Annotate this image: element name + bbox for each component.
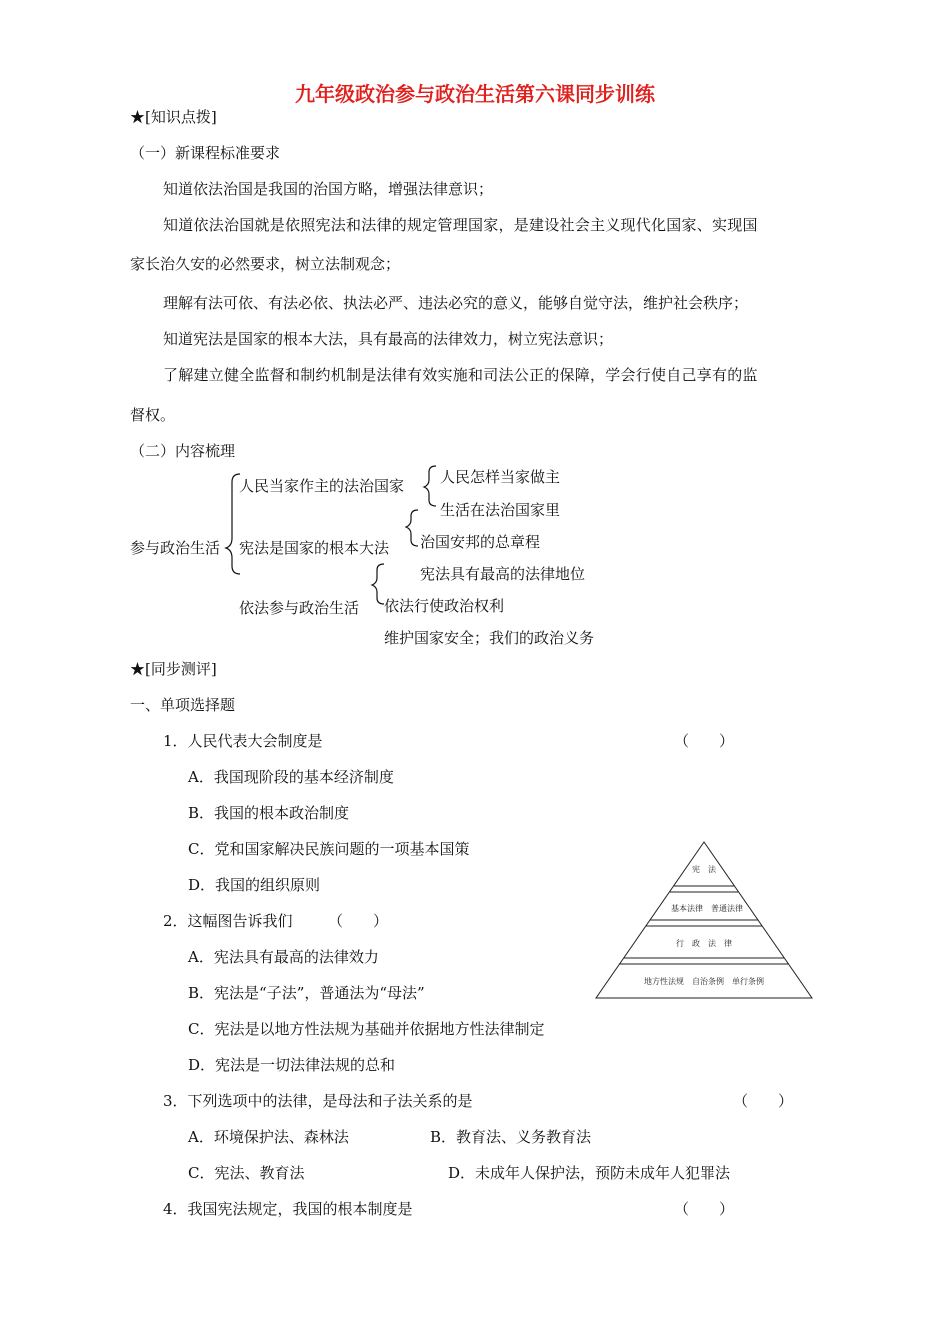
paragraph-line: 督权。 — [130, 406, 176, 424]
question-stem: 1．人民代表大会制度是 — [163, 732, 323, 750]
outline-branch: 宪法是国家的根本大法 — [239, 539, 390, 557]
option: A．宪法具有最高的法律效力 — [188, 948, 379, 966]
pyramid-level: 行 政 法 律 — [676, 939, 732, 948]
subsection-outline: （二）内容梳理 — [130, 442, 236, 460]
option: A．环境保护法、森林法 — [188, 1128, 349, 1146]
answer-blank: （ ） — [733, 1092, 794, 1110]
outline-leaf: 维护国家安全；我们的政治义务 — [384, 629, 595, 647]
outline-root: 参与政治生活 — [130, 539, 221, 557]
outline-leaf: 宪法具有最高的法律地位 — [420, 565, 586, 583]
answer-blank: （ ） — [674, 1200, 735, 1218]
page-title: 九年级政治参与政治生活第六课同步训练 — [295, 82, 655, 106]
outline-leaf: 治国安邦的总章程 — [420, 533, 541, 551]
option: B．教育法、义务教育法 — [430, 1128, 592, 1146]
answer-blank: （ ） — [674, 732, 735, 750]
question-stem: 2．这幅图告诉我们 — [163, 912, 293, 930]
question-stem: 4．我国宪法规定，我国的根本制度是 — [163, 1200, 413, 1218]
paragraph-line: 家长治久安的必然要求，树立法制观念； — [130, 255, 401, 273]
option: C．宪法是以地方性法规为基础并依据地方性法律制定 — [188, 1020, 545, 1038]
outline-leaf: 依法行使政治权利 — [384, 597, 505, 615]
option: A．我国现阶段的基本经济制度 — [188, 768, 394, 786]
option: D．我国的组织原则 — [188, 876, 321, 894]
paragraph-line: 知道依法治国是我国的治国方略，增强法律意识； — [163, 180, 494, 198]
question-stem: 3．下列选项中的法律，是母法和子法关系的是 — [163, 1092, 473, 1110]
option: C．宪法、教育法 — [188, 1164, 305, 1182]
option: B．我国的根本政治制度 — [188, 804, 350, 822]
outline-leaf: 人民怎样当家做主 — [440, 468, 561, 486]
paragraph-line: 知道依法治国就是依照宪法和法律的规定管理国家，是建设社会主义现代化国家、实现国 — [163, 216, 758, 234]
subsection-standards: （一）新课程标准要求 — [130, 144, 281, 162]
outline-branch: 人民当家作主的法治国家 — [239, 477, 405, 495]
option: B．宪法是“子法”，普通法为“母法” — [188, 984, 425, 1002]
section-header-knowledge: ★[知识点拨] — [130, 108, 217, 126]
outline-leaf: 生活在法治国家里 — [440, 501, 561, 519]
section-header-test: ★[同步测评] — [130, 660, 217, 678]
answer-blank: （ ） — [328, 912, 389, 930]
pyramid-level: 基本法律 普通法律 — [671, 904, 743, 913]
option: C．党和国家解决民族问题的一项基本国策 — [188, 840, 470, 858]
outline-branch: 依法参与政治生活 — [239, 599, 360, 617]
option: D．未成年人保护法，预防未成年人犯罪法 — [448, 1164, 731, 1182]
option: D．宪法是一切法律法规的总和 — [188, 1056, 396, 1074]
paragraph-line: 知道宪法是国家的根本大法，具有最高的法律效力，树立宪法意识； — [163, 330, 614, 348]
pyramid-level: 地方性法规 自治条例 单行条例 — [644, 977, 764, 986]
paragraph-line: 了解建立健全监督和制约机制是法律有效实施和司法公正的保障，学会行使自己享有的监 — [163, 366, 758, 384]
pyramid-level: 宪 法 — [692, 865, 716, 874]
paragraph-line: 理解有法可依、有法必依、执法必严、违法必究的意义，能够自觉守法，维护社会秩序； — [163, 294, 749, 312]
part-single-choice: 一、单项选择题 — [130, 696, 236, 714]
